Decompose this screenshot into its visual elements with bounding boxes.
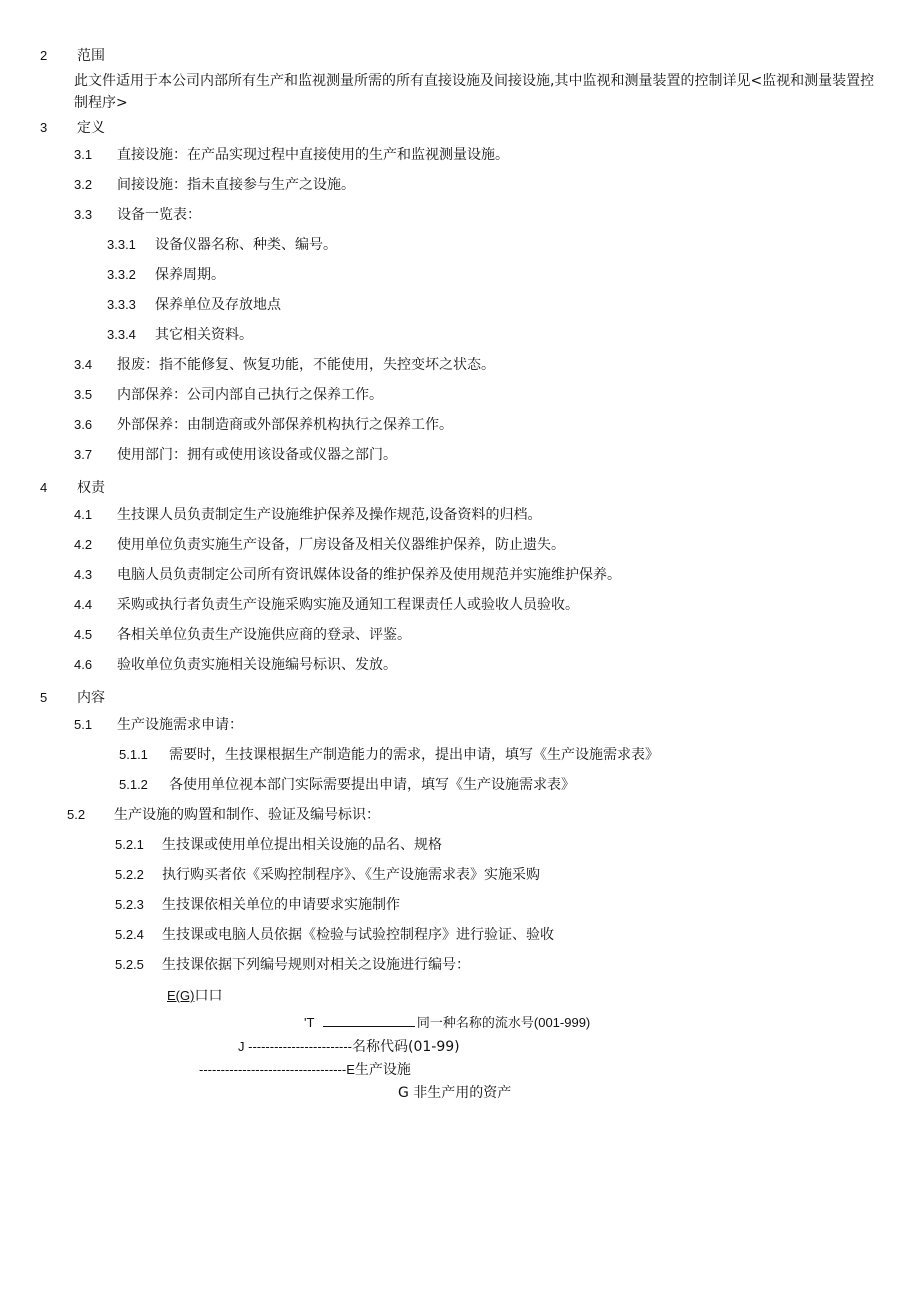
item-text: 使用部门：拥有或使用该设备或仪器之部门。: [117, 447, 397, 463]
code-format-boxes: 口口: [194, 988, 223, 1004]
item-number: 3.4: [74, 357, 93, 372]
definition-subitem: [107, 326, 253, 344]
section-4-heading: [40, 479, 105, 497]
definition-subitem: [107, 266, 225, 284]
item-number: 3.3.3: [107, 297, 136, 312]
responsibility-item: [74, 566, 621, 584]
content-subitem: [119, 746, 659, 764]
item-number: 4.2: [74, 537, 93, 552]
item-number: 3.7: [74, 447, 93, 462]
section-title: 范围: [77, 48, 105, 64]
definition-item: [74, 416, 453, 434]
item-text: 报废：指不能修复、恢复功能，不能使用，失控变坏之状态。: [117, 357, 495, 373]
responsibility-item: [74, 506, 541, 524]
item-number: 5.2.4: [115, 927, 144, 942]
content-subitem: [115, 866, 540, 884]
item-text: 使用单位负责实施生产设备，厂房设备及相关仪器维护保养，防止遗失。: [117, 537, 565, 553]
item-number: 5.1.2: [119, 777, 148, 792]
item-text: 外部保养：由制造商或外部保养机构执行之保养工作。: [117, 417, 453, 433]
responsibility-item: [74, 626, 411, 644]
type-code-description: 生产设施: [354, 1062, 411, 1078]
non-production-line: G 非生产用的资产: [398, 1085, 512, 1101]
item-number: 3.1: [74, 147, 93, 162]
name-code-line: [238, 1038, 460, 1056]
section-5-heading: [40, 689, 105, 707]
section-number: 4: [40, 480, 48, 495]
content-subitem: [115, 836, 442, 854]
section-2-heading: [40, 47, 105, 65]
definition-item: [74, 206, 201, 224]
item-text: 设备仪器名称、种类、编号。: [155, 237, 337, 253]
item-text: 各相关单位负责生产设施供应商的登录、评鉴。: [117, 627, 411, 643]
section-number: 2: [40, 48, 48, 63]
section-title: 内容: [77, 690, 105, 706]
section-number: 5: [40, 690, 48, 705]
item-text: 执行购买者依《采购控制程序》、《生产设施需求表》实施采购: [162, 867, 540, 883]
serial-leader-line: [323, 1014, 415, 1027]
code-format-prefix: E(G): [167, 988, 195, 1003]
item-text: 内部保养：公司内部自己执行之保养工作。: [117, 387, 383, 403]
item-number: 4.1: [74, 507, 93, 522]
item-number: 4.3: [74, 567, 93, 582]
item-text: 设备一览表：: [117, 207, 201, 223]
item-text: 需要时，生技课根据生产制造能力的需求，提出申请，填写《生产设施需求表》: [169, 747, 659, 763]
content-subitem: [115, 926, 554, 944]
item-number: 5.2.5: [115, 957, 144, 972]
item-text: 其它相关资料。: [155, 327, 253, 343]
item-text: 生技课依相关单位的申请要求实施制作: [162, 897, 400, 913]
item-number: 5.2.1: [115, 837, 144, 852]
name-code-description: 名称代码(01-99): [352, 1039, 460, 1055]
content-item: [74, 716, 243, 734]
item-text: 保养单位及存放地点: [155, 297, 281, 313]
item-text: 直接设施：在产品实现过程中直接使用的生产和监视测量设施。: [117, 147, 509, 163]
serial-number-line: [304, 1014, 590, 1032]
serial-description: 同一种名称的流水号(001-999): [416, 1015, 591, 1030]
definition-item: [74, 446, 397, 464]
item-text: 保养周期。: [155, 267, 225, 283]
item-number: 5.2.3: [115, 897, 144, 912]
item-text: 生技课人员负责制定生产设施维护保养及操作规范,设备资料的归档。: [117, 507, 542, 523]
item-text: 各使用单位视本部门实际需要提出申请，填写《生产设施需求表》: [169, 777, 575, 793]
type-code-line: [199, 1061, 411, 1079]
section-2-body: 此文件适用于本公司内部所有生产和监视测量所需的所有直接设施及间接设施,其中监视和测量装置的控制详见<监视和测量装置控制程序>: [74, 73, 875, 111]
section-number: 3: [40, 120, 48, 135]
item-number: 3.3.1: [107, 237, 136, 252]
section-title: 权责: [77, 480, 105, 496]
item-number: 3.6: [74, 417, 93, 432]
item-number: 5.2.2: [115, 867, 144, 882]
item-number: 3.2: [74, 177, 93, 192]
definition-item: [74, 356, 495, 374]
item-text: 生技课或电脑人员依据《检验与试验控制程序》进行验证、验收: [162, 927, 554, 943]
item-number: 3.3: [74, 207, 93, 222]
type-code-leader: ----------------------------------E: [199, 1062, 355, 1077]
responsibility-item: [74, 596, 579, 614]
section-title: 定义: [77, 120, 105, 136]
item-text: 生技课或使用单位提出相关设施的品名、规格: [162, 837, 442, 853]
item-text: 验收单位负责实施相关设施编号标识、发放。: [117, 657, 397, 673]
content-item: [67, 806, 380, 824]
item-text: 生产设施需求申请：: [117, 717, 243, 733]
definition-subitem: [107, 236, 337, 254]
definition-item: [74, 176, 355, 194]
item-number: 4.6: [74, 657, 93, 672]
item-number: 4.4: [74, 597, 93, 612]
responsibility-item: [74, 536, 565, 554]
item-number: 5.1: [74, 717, 93, 732]
item-number: 3.3.4: [107, 327, 136, 342]
code-format: [167, 987, 222, 1005]
item-text: 采购或执行者负责生产设施采购实施及通知工程课责任人或验收人员验收。: [117, 597, 579, 613]
content-subitem: [115, 896, 400, 914]
responsibility-item: [74, 656, 397, 674]
content-subitem: [119, 776, 575, 794]
definition-item: [74, 146, 509, 164]
item-text: 间接设施：指未直接参与生产之设施。: [117, 177, 355, 193]
name-code-leader: J ------------------------: [238, 1039, 353, 1054]
item-number: 3.5: [74, 387, 93, 402]
item-number: 5.1.1: [119, 747, 148, 762]
item-text: 电脑人员负责制定公司所有资讯媒体设备的维护保养及使用规范并实施维护保养。: [117, 567, 621, 583]
item-text: 生技课依据下列编号规则对相关之设施进行编号：: [162, 957, 470, 973]
content-subitem: [115, 956, 470, 974]
item-number: 3.3.2: [107, 267, 136, 282]
definition-item: [74, 386, 383, 404]
item-number: 5.2: [67, 807, 86, 822]
serial-marker: 'T: [304, 1015, 315, 1030]
section-3-heading: [40, 119, 105, 137]
item-text: 生产设施的购置和制作、验证及编号标识：: [114, 807, 380, 823]
definition-subitem: [107, 296, 281, 314]
item-number: 4.5: [74, 627, 93, 642]
